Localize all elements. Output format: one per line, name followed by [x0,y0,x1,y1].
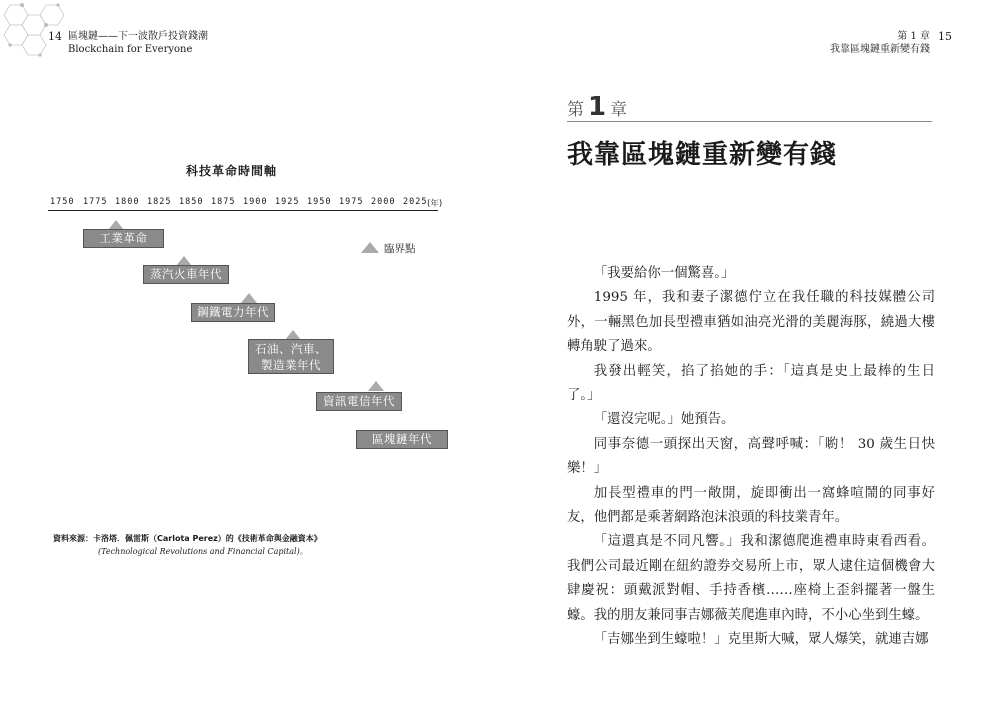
paragraph: 1995 年，我和妻子潔德佇立在我任職的科技媒體公司外，一輛黑色加長型禮車猶如油亮光滑的美麗海豚，繞過大樓轉角駛了過來。 [567,290,935,355]
year-tick: 1875 [211,197,236,207]
era-label-line: 石油、汽車、 [255,342,327,356]
chapter-prefix: 第 [567,100,584,120]
tipping-point-legend-label: 臨界點 [384,243,416,255]
tipping-point-legend-icon [361,242,379,253]
era-information-telecom: 資訊電信年代 [316,392,402,411]
tipping-point-marker [241,293,257,303]
timeline-title: 科技革命時間軸 [186,164,278,178]
year-tick: 1900 [243,197,268,207]
paragraph: 「我要給你一個驚喜。」 [593,266,735,281]
era-industrial-revolution: 工業革命 [83,229,164,248]
paragraph: 加長型禮車的門一敞開，旋即衝出一窩蜂喧鬧的同事好友，他們都是乘著網路泡沫浪頭的科技業青年。 [567,485,935,526]
chapter-header: 第 1 章 [897,31,930,42]
era-label-line: 製造業年代 [261,358,321,372]
page-number-left: 14 [48,30,62,43]
book-title: 區塊鏈——下一波散戶投資錢潮 [68,31,208,42]
era-oil-automobile [248,339,334,374]
source-citation: 資料來源：卡洛塔．佩雷斯（Carlota Perez）的《技術革命與金融資本》 [53,534,322,543]
era-steel-electricity: 鋼鐵電力年代 [191,303,275,322]
year-tick: 1775 [83,197,108,207]
chapter-number: 1 [588,92,607,122]
year-tick: 1800 [115,197,140,207]
running-header-right [830,30,930,56]
era-blockchain: 區塊鏈年代 [356,430,448,449]
chapter-suffix: 章 [610,100,628,120]
era-steam-railway: 蒸汽火車年代 [143,265,229,284]
paragraph: 「還沒完呢。」她預告。 [593,412,735,428]
running-header-left [68,30,208,56]
page-number-right: 15 [938,30,952,43]
tipping-point-marker [368,381,384,391]
year-tick: 2025 [403,197,428,207]
year-tick: 1825 [147,197,172,207]
chapter-label [567,92,627,122]
year-tick: 1925 [275,197,300,207]
paragraph: 我發出輕笑，掐了掐她的手：「這真是史上最棒的生日了。」 [567,363,935,404]
chapter-divider [567,121,932,122]
year-tick: 1975 [339,197,364,207]
paragraph: 同事奈德一頭探出天窗，高聲呼喊：「喲！ 30 歲生日快樂！」 [567,436,935,477]
timeline-axis [48,210,438,211]
chapter-title: 我靠區塊鏈重新變有錢 [567,140,838,170]
year-tick: 2000 [371,197,396,207]
book-title-en: Blockchain for Everyone [68,44,193,55]
paragraph: 「吉娜坐到生蠔啦！」克里斯大喊，眾人爆笑，就連吉娜 [593,632,929,648]
year-tick: 1750 [50,197,75,207]
chapter-header-title: 我靠區塊鏈重新變有錢 [830,44,930,55]
year-unit: (年) [427,199,443,209]
chapter-body [567,262,935,653]
year-tick: 1850 [179,197,204,207]
year-tick: 1950 [307,197,332,207]
source-citation-en: (Technological Revolutions and Financial Capital)。 [98,547,308,556]
paragraph: 「這還真是不同凡響。」我和潔德爬進禮車時東看西看。我們公司最近剛在紐約證券交易所上市，眾人逮住這個機會大肆慶祝：頭戴派對帽、手持香檳……座椅上歪斜擺著一盤生蠔。我的朋友兼同事吉娜薇芙爬進車內時，不小心坐到生蠔。 [567,534,935,623]
